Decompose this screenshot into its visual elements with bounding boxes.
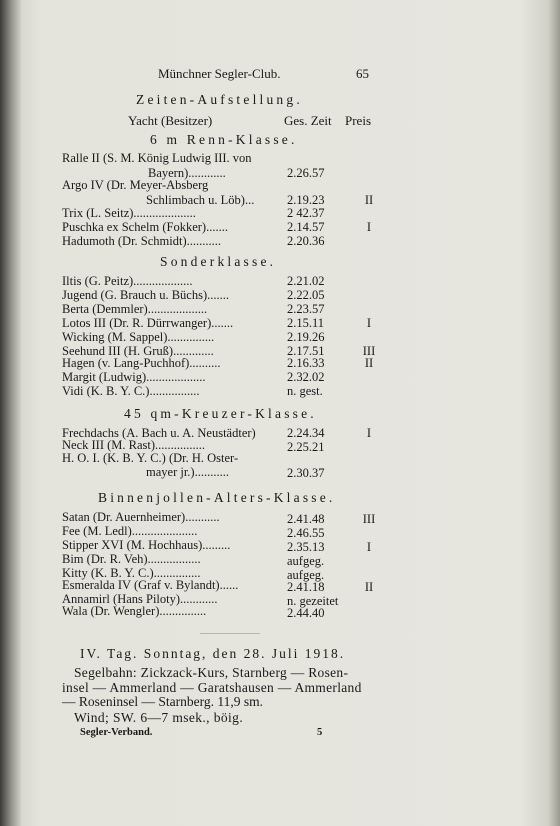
entry-line: Kitty (K. B. Y. C.)............... [62,566,201,580]
entry-line: Argo IV (Dr. Meyer-Absberg [62,178,209,192]
entry-time: 2.35.13 [287,540,325,554]
day-heading: IV. Tag. Sonntag, den 28. Juli 1918. [80,646,346,661]
section-heading: 6 m Renn-Klasse. [150,132,298,147]
entry-time: 2.44.40 [287,606,325,620]
entry-line: Iltis (G. Peitz)................... [62,274,193,288]
entry-line: Wicking (M. Sappel)............... [62,330,215,344]
entry-prize: II [364,356,374,370]
entry-prize: I [366,426,372,440]
entry-time: aufgeg. [287,568,325,582]
entry-prize: III [362,512,376,526]
entry-line: Frechdachs (A. Bach u. A. Neustädter) [62,426,256,440]
entry-line: Puschka ex Schelm (Fokker)....... [62,220,228,234]
entry-time: n. gest. [287,384,323,398]
section-heading: 45 qm-Kreuzer-Klasse. [124,406,317,421]
section-heading: Binnenjollen-Alters-Klasse. [98,490,336,505]
entry-time: 2.15.11 [287,316,325,330]
entry-time: 2.41.48 [287,512,325,526]
entry-time: 2.14.57 [287,220,325,234]
entry-time: 2 42.37 [287,206,325,220]
column-header-time: Ges. Zeit [284,113,332,128]
entry-line: mayer jr.)........... [146,465,229,479]
entry-time: 2.22.05 [287,288,325,302]
entry-prize: I [366,540,372,554]
entry-time: 2.20.36 [287,234,325,248]
entry-line: Schlimbach u. Löb)... [146,193,255,207]
entry-line: Margit (Ludwig)................... [62,370,206,384]
entry-line: Hagen (v. Lang-Puchhof).......... [62,356,221,370]
signature-mark: Segler-Verband. [80,727,153,738]
running-title: Münchner Segler-Club. [158,66,281,81]
entry-prize: II [364,580,374,594]
entry-line: Wala (Dr. Wengler)............... [62,604,207,618]
entry-prize: III [362,344,376,358]
entry-prize: I [366,220,372,234]
entry-time: 2.19.26 [287,330,325,344]
signature-number: 5 [317,727,323,738]
section-heading: Sonderklasse. [160,254,277,269]
entry-line: Trix (L. Seitz).................... [62,206,196,220]
entry-line: H. O. I. (K. B. Y. C.) (Dr. H. Oster- [62,451,239,465]
entry-time: 2.30.37 [287,466,325,480]
page-number: 65 [356,66,369,81]
entry-time: 2.16.33 [287,356,325,370]
entry-time: n. gezeitet [287,594,339,608]
entry-line: Bayern)............ [148,166,226,180]
entry-time: 2.19.23 [287,193,325,207]
page-title: Zeiten-Aufstellung. [136,92,303,107]
entry-time: 2.26.57 [287,166,325,180]
entry-line: Lotos III (Dr. R. Dürrwanger)....... [62,316,234,330]
course-line: Segelbahn: Zickzack-Kurs, Starnberg — Rosen- [74,665,349,680]
entry-line: Esmeralda IV (Graf v. Bylandt)...... [62,578,239,592]
column-header-prize: Preis [345,113,371,128]
entry-line: Stipper XVI (M. Hochhaus)......... [62,538,231,552]
entry-line: Satan (Dr. Auernheimer)........... [62,510,220,524]
divider [200,633,260,634]
entry-line: Berta (Demmler)................... [62,302,208,316]
entry-time: 2.46.55 [287,526,325,540]
entry-time: aufgeg. [287,554,325,568]
entry-line: Bim (Dr. R. Veh)................. [62,552,201,566]
course-line: insel — Ammerland — Garatshausen — Ammerland [62,680,362,695]
column-header-yacht: Yacht (Besitzer) [128,113,213,128]
entry-time: 2.25.21 [287,440,325,454]
entry-line: Seehund III (H. Gruß)............. [62,344,214,358]
entry-line: Fee (M. Ledl)..................... [62,524,198,538]
course-line: — Roseninsel — Starnberg. 11,9 sm. [62,694,263,709]
entry-line: Jugend (G. Brauch u. Büchs)....... [62,288,229,302]
entry-line: Vidi (K. B. Y. C.)................ [62,384,200,398]
entry-prize: II [364,193,374,207]
entry-time: 2.41.18 [287,580,325,594]
entry-time: 2.32.02 [287,370,325,384]
entry-time: 2.23.57 [287,302,325,316]
entry-line: Hadumoth (Dr. Schmidt)........... [62,234,222,248]
entry-line: Ralle II (S. M. König Ludwig III. von [62,151,252,165]
entry-time: 2.21.02 [287,274,325,288]
entry-line: Annamirl (Hans Piloty)............ [62,592,218,606]
entry-time: 2.17.51 [287,344,325,358]
entry-time: 2.24.34 [287,426,325,440]
entry-line: Neck III (M. Rast)................ [62,438,206,452]
wind-line: Wind; SW. 6—7 msek., böig. [74,710,244,725]
entry-prize: I [366,316,372,330]
